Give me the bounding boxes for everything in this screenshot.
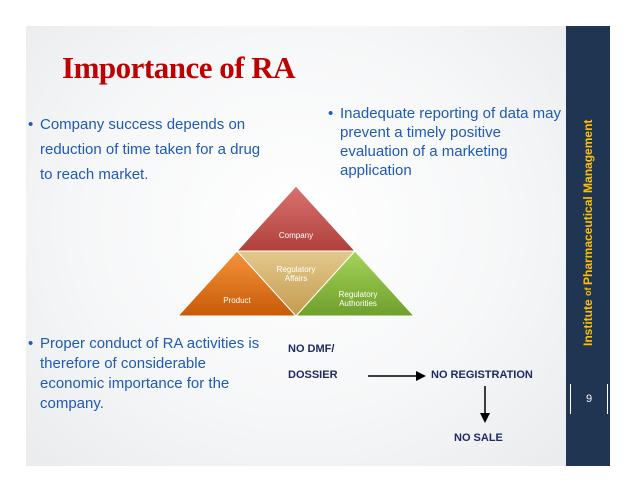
flow-dossier: DOSSIER: [288, 369, 338, 381]
arrow-down-head: [480, 413, 490, 423]
label-affairs: Affairs: [284, 274, 308, 283]
label-regulatory: Regulatory: [276, 265, 316, 274]
page-number: 9: [585, 393, 593, 405]
sidebar-text-1: Institute: [581, 299, 595, 346]
bullet-marker: •: [328, 105, 334, 122]
sidebar-text-3: Pharmaceutical Management: [581, 119, 595, 285]
flow-no-registration: NO REGISTRATION: [431, 369, 533, 381]
sidebar-text-2: of: [583, 287, 593, 297]
label-regulatory-authorities-2: Authorities: [339, 299, 377, 308]
flow-no-dmf: NO DMF/: [288, 343, 335, 355]
bullet-marker: •: [28, 335, 34, 352]
bullet-text-3: Proper conduct of RA activities is therefore of considerable economic importance for the company.: [40, 335, 260, 412]
slide-title: Importance of RA: [62, 50, 296, 85]
label-company: Company: [278, 231, 314, 240]
triangle-company: [237, 186, 355, 251]
bullet-marker: •: [28, 116, 34, 133]
label-regulatory-authorities-1: Regulatory: [338, 290, 378, 299]
bullet-text-2: Inadequate reporting of data may prevent a timely positive evaluation of a marketing application: [340, 105, 561, 179]
flow-no-sale: NO SALE: [454, 432, 503, 444]
bullet-text-1: Company success depends on reduction of time taken for a drug to reach market.: [40, 116, 261, 183]
label-product: Product: [223, 296, 251, 305]
arrow-right-head: [416, 371, 426, 381]
